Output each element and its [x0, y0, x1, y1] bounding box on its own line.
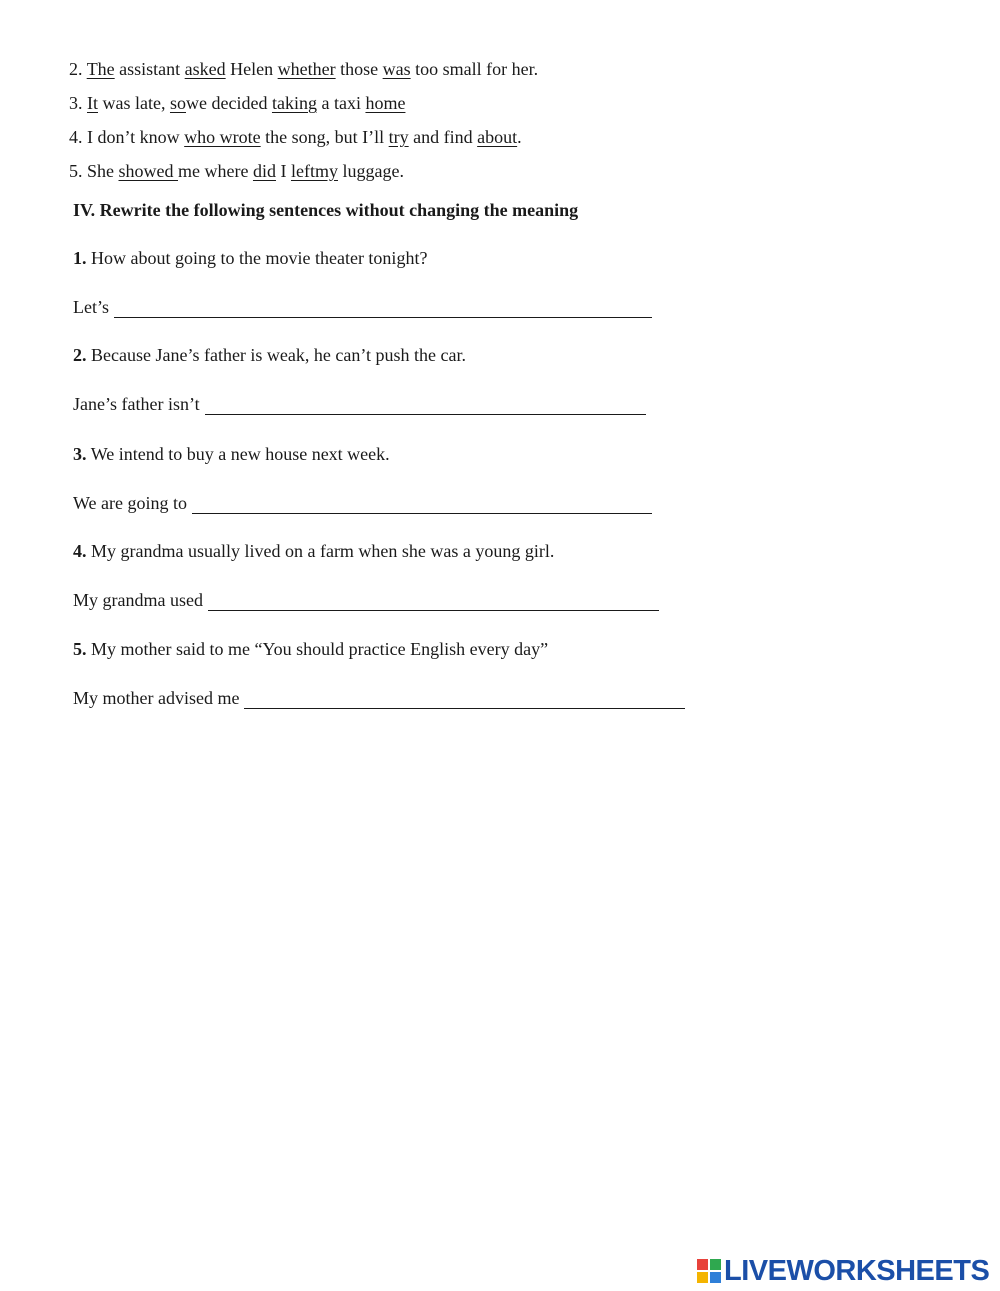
item-number: 2.: [69, 59, 83, 79]
sentence-text: luggage.: [337, 161, 404, 181]
answer-line: [73, 493, 652, 514]
sentence-text: Helen: [225, 59, 278, 79]
underlined-word: It: [87, 93, 98, 113]
underlined-word: was: [382, 59, 411, 79]
sentence-text: I don’t know: [87, 127, 185, 147]
sentence-text: assistant: [114, 59, 185, 79]
logo-block-l: [697, 1259, 708, 1270]
answer-line: [73, 394, 646, 415]
underlined-word: taking: [271, 93, 317, 113]
underlined-word: who wrote: [184, 127, 261, 147]
logo-block-i: [710, 1259, 721, 1270]
underlined-word: home: [365, 93, 406, 113]
underlined-word: The: [86, 59, 115, 79]
sentence-text: a taxi: [316, 93, 366, 113]
answer-prompt: We are going to: [73, 493, 188, 513]
answer-line: [73, 688, 685, 709]
logo-text: LIVEWORKSHEETS: [724, 1254, 990, 1287]
liveworksheets-logo: [697, 1256, 989, 1286]
sentence-line: [69, 92, 405, 114]
sentence-text: those: [335, 59, 383, 79]
sentence-text: .: [517, 127, 522, 147]
question-sentence: [73, 541, 554, 562]
question-text: Because Jane’s father is weak, he can’t push the car.: [91, 345, 467, 365]
underlined-word: try: [388, 127, 409, 147]
sentence-line: [69, 160, 404, 182]
answer-prompt: Jane’s father isn’t: [73, 394, 200, 414]
underlined-word: did: [252, 161, 276, 181]
question-text: My mother said to me “You should practice English every day”: [91, 639, 549, 659]
question-sentence: [73, 444, 390, 465]
item-number: 3.: [69, 93, 83, 113]
logo-block-v: [697, 1272, 708, 1283]
answer-prompt: My mother advised me: [73, 688, 240, 708]
underlined-word: leftmy: [290, 161, 338, 181]
sentence-text: the song, but I’ll: [260, 127, 389, 147]
question-number: 3.: [73, 444, 87, 464]
sentence-text: She: [87, 161, 119, 181]
item-number: 4.: [69, 127, 83, 147]
sentence-text: and find: [408, 127, 478, 147]
answer-input[interactable]: [244, 692, 685, 710]
underlined-word: whether: [277, 59, 336, 79]
question-number: 2.: [73, 345, 87, 365]
sentence-text: I: [275, 161, 291, 181]
answer-line: [73, 297, 652, 318]
underlined-word: about: [477, 127, 518, 147]
answer-line: [73, 590, 659, 611]
sentence-line: [69, 58, 538, 80]
logo-block-e: [710, 1272, 721, 1283]
answer-prompt: Let’s: [73, 297, 109, 317]
answer-blank: [114, 299, 652, 318]
answer-blank: [205, 396, 646, 415]
answer-input[interactable]: [208, 594, 659, 612]
sentence-text: was late,: [98, 93, 170, 113]
answer-blank: [192, 495, 652, 514]
answer-input[interactable]: [205, 398, 646, 416]
underlined-word: asked: [184, 59, 226, 79]
sentence-line: [69, 126, 522, 148]
question-text: My grandma usually lived on a farm when she was a young girl.: [91, 541, 555, 561]
question-text: We intend to buy a new house next week.: [90, 444, 390, 464]
answer-input[interactable]: [192, 497, 652, 515]
underlined-word: showed: [118, 161, 178, 181]
answer-prompt: My grandma used: [73, 590, 203, 610]
logo-blocks-icon: [697, 1259, 721, 1283]
question-sentence: [73, 248, 427, 269]
section-heading: IV. Rewrite the following sentences without changing the meaning: [73, 200, 579, 220]
item-number: 5.: [69, 161, 83, 181]
question-number: 1.: [73, 248, 87, 268]
sentence-text: too small for her.: [410, 59, 539, 79]
answer-blank: [244, 690, 685, 709]
sentence-text: me where: [178, 161, 253, 181]
answer-blank: [208, 592, 659, 611]
underlined-word: so: [169, 93, 186, 113]
sentence-text: we decided: [186, 93, 272, 113]
question-number: 5.: [73, 639, 87, 659]
question-sentence: [73, 639, 548, 660]
question-sentence: [73, 345, 466, 366]
question-number: 4.: [73, 541, 87, 561]
answer-input[interactable]: [114, 301, 652, 319]
question-text: How about going to the movie theater tonight?: [91, 248, 428, 268]
